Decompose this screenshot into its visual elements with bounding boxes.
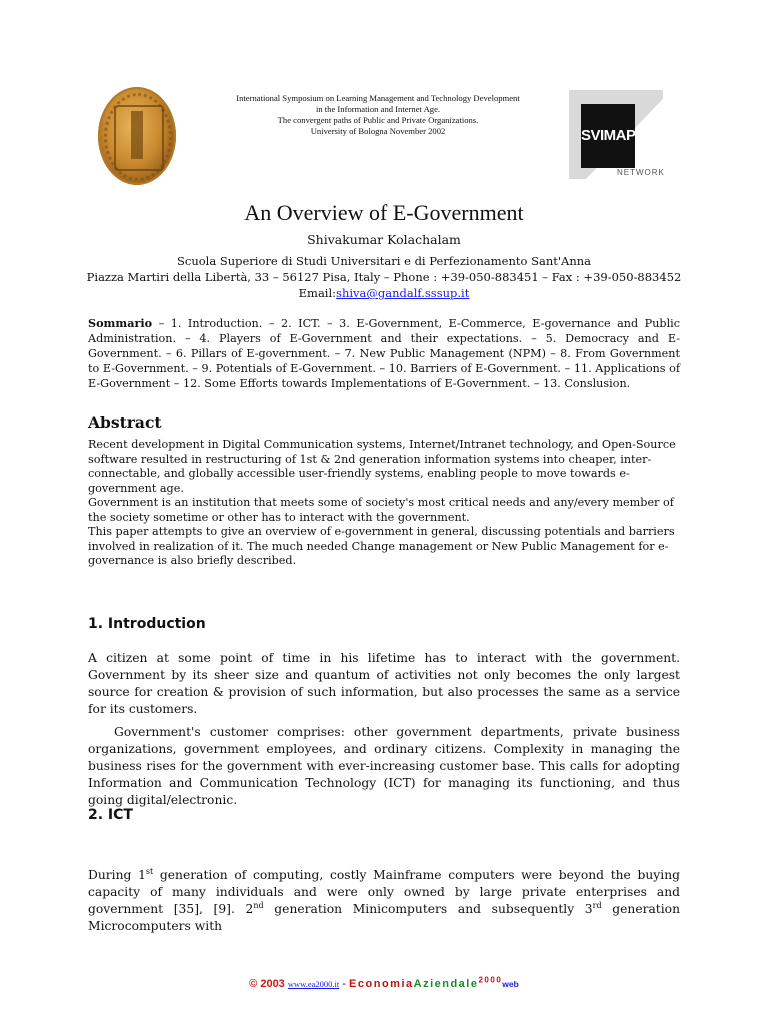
- table-of-contents: [88, 316, 680, 391]
- footer-web: web: [502, 979, 519, 989]
- seal-tower: [131, 111, 143, 159]
- header-line-3: The convergent paths of Public and Private Organizations.: [277, 115, 479, 125]
- footer-dash: -: [339, 978, 350, 990]
- logo-subtitle: NETWORK: [617, 168, 665, 177]
- abstract-body: [88, 438, 680, 569]
- sommario-label: Sommario: [88, 316, 153, 330]
- ict-body: [88, 867, 680, 941]
- author-name: Shivakumar Kolachalam: [307, 232, 461, 247]
- footer-copyright: © 2003: [249, 978, 285, 990]
- paper-title: An Overview of E-Government: [244, 200, 524, 225]
- footer-brand-part-1: Economia: [349, 978, 414, 990]
- footer-brand-sup: 2000: [478, 975, 503, 985]
- intro-paragraph-1: A citizen at some point of time in his lifetime has to interact with the government. Government by its sheer size and quantum of activities not only becomes the only largest source for creation & provision of such information, but also processes the same as a service for its customers.: [88, 651, 680, 716]
- svimap-logo: [569, 90, 663, 179]
- logo-wordmark: SVIMAP: [581, 104, 635, 168]
- page-footer: [0, 975, 768, 990]
- header-line-1: International Symposium on Learning Management and Technology Development: [236, 93, 520, 103]
- ict-paragraph: [88, 867, 680, 935]
- email-label: Email:: [298, 286, 337, 300]
- footer-link[interactable]: www.ea2000.it: [287, 979, 340, 989]
- ict-text: generation of computing, costly Mainframe computers were beyond the buying capacity of many individuals and were only owned by large private enterprises and government [35], [9]. 2: [88, 868, 680, 916]
- abstract-paragraph: This paper attempts to give an overview of e-government in general, discussing potentials and barriers involved in realization of it. The much needed Change management or New Public Management for e-governance is also briefly described.: [88, 525, 675, 567]
- header-line-2: in the Information and Internet Age.: [315, 104, 441, 114]
- abstract-paragraph: Government is an institution that meets some of society's most critical needs and any/every member of the society sometime or other has to interact with the government.: [88, 496, 674, 524]
- footer-brand: [349, 975, 503, 990]
- section-heading-introduction: 1. Introduction: [88, 616, 206, 632]
- affiliation: [0, 253, 768, 301]
- university-seal-image: [98, 87, 176, 185]
- intro-paragraph-2: Government's customer comprises: other government departments, private business organizations, government employees, and ordinary citizens. Complexity in managing the business rises for the government with ever-increasing customer base. This calls for adopting Information and Communication Technology (ICT) for managing its functioning, and thus going digital/electronic.: [88, 725, 680, 807]
- introduction-body: [88, 650, 680, 815]
- email-link[interactable]: shiva@gandalf.sssup.it: [336, 286, 470, 300]
- ict-text: generation Microcomputers with: [88, 902, 680, 933]
- ict-text: During 1: [88, 868, 146, 882]
- sommario-text: – 1. Introduction. – 2. ICT. – 3. E-Government, E-Commerce, E-governance and Public Administration. – 4. Players of E-Government and their expectations. – 5. Democracy and E-Government. – 6. Pillars of E-government. – 7. New Public Management (NPM) – 8. From Government to E-Government. – 9. Potentials of E-Government. – 10. Barriers of E-Government. – 11. Applications of E-Government – 12. Some Efforts towards Implementations of E-Government. – 13. Conslusion.: [88, 317, 680, 390]
- symposium-header: [196, 93, 560, 137]
- affiliation-line-2: Piazza Martiri della Libertà, 33 – 56127 Pisa, Italy – Phone : +39-050-883451 – Fax : +39-050-883452: [86, 270, 682, 284]
- abstract-paragraph: Recent development in Digital Communication systems, Internet/Intranet technology, and Open-Source software resulted in restructuring of 1st & 2nd generation information systems into cheaper, inter-connectable, and globally accessible user-friendly systems, enabling people to move towards e-government age.: [88, 438, 676, 495]
- abstract-heading: Abstract: [88, 413, 162, 432]
- affiliation-line-1: Scuola Superiore di Studi Universitari e di Perfezionamento Sant'Anna: [177, 254, 591, 268]
- email-line: [0, 285, 768, 301]
- ordinal-sup: nd: [253, 900, 264, 910]
- ict-text: generation Minicomputers and subsequently 3: [263, 902, 593, 916]
- footer-brand-part-2: Aziendale: [413, 978, 479, 990]
- header-line-4: University of Bologna November 2002: [310, 126, 446, 136]
- ordinal-sup: st: [145, 866, 154, 876]
- ordinal-sup: rd: [592, 900, 602, 910]
- section-heading-ict: 2. ICT: [88, 807, 133, 823]
